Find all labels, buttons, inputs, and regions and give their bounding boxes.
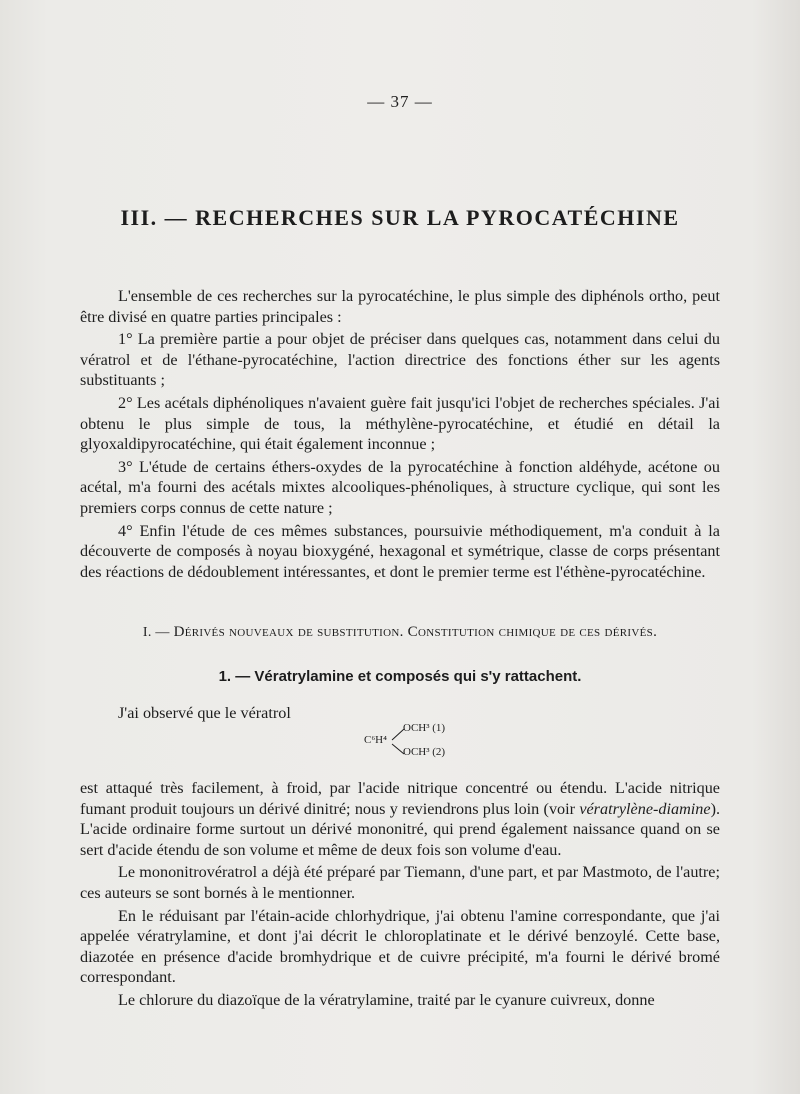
- veratrol-formula: [364, 718, 474, 768]
- body-paragraph-4: Le chlorure du diazoïque de la vératrylamine, traité par le cyanure cuivreux, donne: [118, 990, 655, 1009]
- observation-text: J'ai observé que le vératrol: [118, 704, 291, 722]
- section-title: Dérivés nouveaux de substitution. Constitution chimique de ces dérivés.: [173, 624, 658, 640]
- body-paragraph-3: En le réduisant par l'étain-acide chlorhydrique, j'ai obtenu l'amine correspondante, que j'ai appelée vératrylamine, et dont j'ai décrit le chloroplatinate et le dérivé benzoylé. Cette base, diazotée en présence d'acide bromhydrique et de cuivre précipité, m'a fourni le dérivé bromé correspondant.: [80, 906, 720, 987]
- intro-section: [80, 286, 720, 582]
- formula-group-2: OCH³ (2): [403, 746, 446, 758]
- body-paragraph-2: Le mononitrovératrol a déjà été préparé par Tiemann, d'une part, et par Mastmoto, de l'autre; ces auteurs se sont bornés à le mentionner.: [80, 863, 720, 902]
- body-p1-start: est attaqué très facilement, à froid, par l'acide nitrique concentré ou étendu. L'acide nitrique fumant produit toujours un dérivé dinitré; nous y reviendrons plus loin (voir: [80, 779, 720, 818]
- chapter-title: III. — RECHERCHES SUR LA PYROCATÉCHINE: [120, 205, 680, 230]
- section-number: I. —: [142, 625, 170, 640]
- body-p1-end: ). L'acide ordinaire forme surtout un dérivé mononitré, qui prend également naissance quand on se sert d'acide étendu de son volume et même de deux fois son volume d'eau.: [80, 799, 720, 859]
- body-paragraph-1: [80, 778, 720, 860]
- subsection-heading: 1. — Vératrylamine et composés qui s'y rattachent.: [218, 668, 582, 685]
- intro-item-1: 1° La première partie a pour objet de préciser dans quelques cas, notamment dans celui du vératrol et de l'éthane-pyrocatéchine, l'action directrice des fonctions éther sur les agents substituants ;: [80, 330, 720, 390]
- section-heading: [80, 624, 720, 641]
- body-p1-italic: vératrylène-diamine: [579, 799, 711, 818]
- intro-item-3: 3° L'étude de certains éthers-oxydes de la pyrocatéchine à fonction aldéhyde, acétone ou acétal, m'a fourni des acétals mixtes alcooliques-phénoliques, à structure cyclique, qui sont les premiers corps connus de cette nature ;: [80, 457, 720, 517]
- intro-item-2: 2° Les acétals diphénoliques n'avaient guère fait jusqu'ici l'objet de recherches spéciales. J'ai obtenu le plus simple de tous, la méthylène-pyrocatéchine, et étudié en détail la glyoxaldipyrocatéchine, qui était également inconnue ;: [80, 393, 720, 454]
- intro-paragraph: L'ensemble de ces recherches sur la pyrocatéchine, le plus simple des diphénols ortho, peut être divisé en quatre parties principales :: [80, 287, 720, 326]
- intro-item-4: 4° Enfin l'étude de ces mêmes substances, poursuivie méthodiquement, m'a conduit à la découverte de composés à noyau bioxygéné, hexagonal et symétrique, classe de corps présentant des réactions de dédoublement intéressantes, et dont le premier terme est l'éthène-pyrocatéchine.: [80, 521, 720, 581]
- body-section: [80, 778, 720, 1011]
- formula-base: C⁶H⁴: [364, 734, 387, 746]
- page-number: — 37 —: [367, 92, 433, 111]
- formula-group-1: OCH³ (1): [403, 722, 446, 734]
